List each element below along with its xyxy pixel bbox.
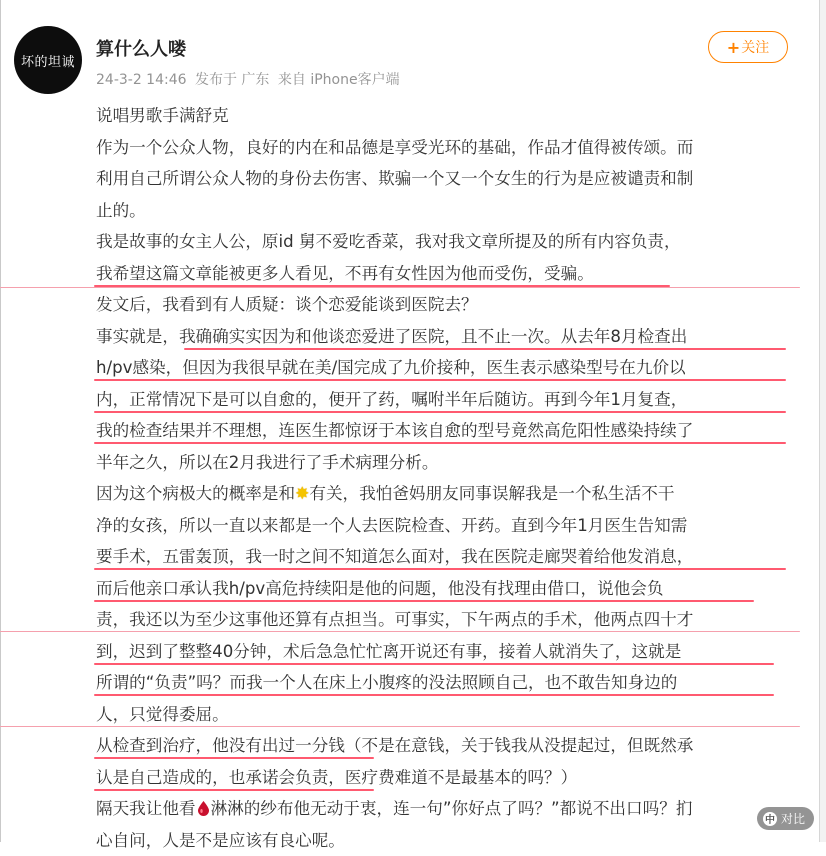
post-text: 发文后，我看到有人质疑：谈个恋爱能谈到医院去？ <box>96 295 478 314</box>
post-text: 作为一个公众人物，良好的内在和品德是享受光环的基础，作品才值得被传颂。而 <box>96 138 693 157</box>
post-text: 心自问，人是不是应该有良心呢。 <box>96 831 345 850</box>
post-date[interactable]: 24-3-2 14:46 <box>96 72 187 88</box>
post-line <box>96 321 796 353</box>
post-line <box>96 762 796 794</box>
highlight-underline <box>94 663 774 665</box>
highlight-underline <box>0 726 800 727</box>
follow-label: 关注 <box>741 37 769 57</box>
plus-icon: + <box>727 38 740 57</box>
post-meta <box>96 69 404 89</box>
post-line <box>96 132 796 164</box>
post-line <box>96 226 796 258</box>
post-text: 所谓的“负责”吗？而我一个人在床上小腹疼的没法照顾自己，也不敢告知身边的 <box>96 673 677 692</box>
post-line <box>96 699 796 731</box>
post-text: 而后他亲口承认我h/pv高危持续阳是他的问题，他没有找理由借口，说他会负 <box>96 579 663 598</box>
highlight-underline <box>94 442 786 444</box>
highlight-underline <box>94 379 786 381</box>
post-line <box>96 352 796 384</box>
left-border <box>0 0 1 842</box>
post-text: 认是自己造成的，也承诺会负责，医疗费难道不是最基本的吗？） <box>96 768 577 787</box>
post-text: 要手术，五雷轰顶，我一时之间不知道怎么面对，我在医院走廊哭着给他发消息， <box>96 547 693 566</box>
avatar-text: 坏的坦诚 <box>21 51 75 70</box>
highlight-underline <box>94 600 754 602</box>
post-line <box>96 478 796 510</box>
post-line <box>96 573 796 605</box>
blood-drop-emoji-icon <box>197 801 210 816</box>
post-location: 发布于 广东 <box>195 72 269 88</box>
watermark-label: 对比 <box>781 810 805 827</box>
post-text: 有关，我怕爸妈朋友同事误解我是一个私生活不干 <box>309 484 674 503</box>
post-text: 内，正常情况下是可以自愈的，便开了药，嘱咐半年后随访。再到今年1月复查， <box>96 390 687 409</box>
post-line <box>96 541 796 573</box>
sparkle-emoji-icon: ✸ <box>295 486 309 503</box>
compare-watermark <box>757 807 814 830</box>
post-subject: 说唱男歌手满舒克 <box>96 106 229 125</box>
compare-icon: 中 <box>763 812 777 826</box>
post-body <box>96 100 796 856</box>
highlight-underline <box>0 631 800 632</box>
highlight-underline <box>94 694 774 696</box>
post-text: 事实就是，我确确实实因为和他谈恋爱进了医院，且不止一次。从去年8月检查出 <box>96 327 687 346</box>
highlight-underline <box>184 348 786 350</box>
post-line <box>96 415 796 447</box>
post-text: 人，只觉得委屈。 <box>96 705 229 724</box>
post-line <box>96 636 796 668</box>
post-line <box>96 825 796 856</box>
avatar[interactable] <box>14 26 82 94</box>
follow-button[interactable] <box>708 31 788 63</box>
post-text: 隔天我让他看 <box>96 799 196 818</box>
highlight-underline <box>94 789 374 791</box>
post-text: 淋淋的纱布他无动于衷，连一句”你好点了吗？”都说不出口吗？扪 <box>211 799 693 818</box>
highlight-underline <box>0 287 800 288</box>
post-line <box>96 447 796 479</box>
post-line <box>96 258 796 290</box>
post-line <box>96 289 796 321</box>
highlight-underline <box>94 411 786 413</box>
highlight-underline <box>94 757 374 759</box>
post-line <box>96 163 796 195</box>
username[interactable]: 算什么人喽 <box>96 35 186 61</box>
post-text: 到，迟到了整整40分钟，术后急急忙忙离开说还有事，接着人就消失了，这就是 <box>96 642 681 661</box>
post-text: 半年之久，所以在2月我进行了手术病理分析。 <box>96 453 438 472</box>
post-text: 我的检查结果并不理想，连医生都惊讶于本该自愈的型号竟然高危阳性感染持续了 <box>96 421 693 440</box>
post-line <box>96 195 796 227</box>
post-device: 来自 iPhone客户端 <box>278 72 400 88</box>
post-text: 我希望这篇文章能被更多人看见，不再有女性因为他而受伤，受骗。 <box>96 264 594 283</box>
post-text: 净的女孩，所以一直以来都是一个人去医院检查、开药。直到今年1月医生告知需 <box>96 516 687 535</box>
post-text: 止的。 <box>96 201 146 220</box>
post-text: 从检查到治疗，他没有出过一分钱（不是在意钱，关于钱我从没提起过，但既然承 <box>96 736 693 755</box>
post-text: h/pv感染，但因为我很早就在美/国完成了九价接种，医生表示感染型号在九价以 <box>96 358 686 377</box>
post-text: 责，我还以为至少这事他还算有点担当。可事实，下午两点的手术，他两点四十才 <box>96 610 693 629</box>
post-line <box>96 793 796 825</box>
post-line <box>96 730 796 762</box>
scrollbar[interactable] <box>820 0 826 842</box>
post-line <box>96 604 796 636</box>
post-text: 我是故事的女主人公，原id 舅不爱吃香菜，我对我文章所提及的所有内容负责， <box>96 232 681 251</box>
post-line <box>96 667 796 699</box>
post-line <box>96 384 796 416</box>
post-text: 利用自己所谓公众人物的身份去伤害、欺骗一个又一个女生的行为是应被谴责和制 <box>96 169 693 188</box>
highlight-underline <box>94 568 786 570</box>
post-line <box>96 510 796 542</box>
post-text: 因为这个病极大的概率是和 <box>96 484 295 503</box>
post-line <box>96 100 796 132</box>
